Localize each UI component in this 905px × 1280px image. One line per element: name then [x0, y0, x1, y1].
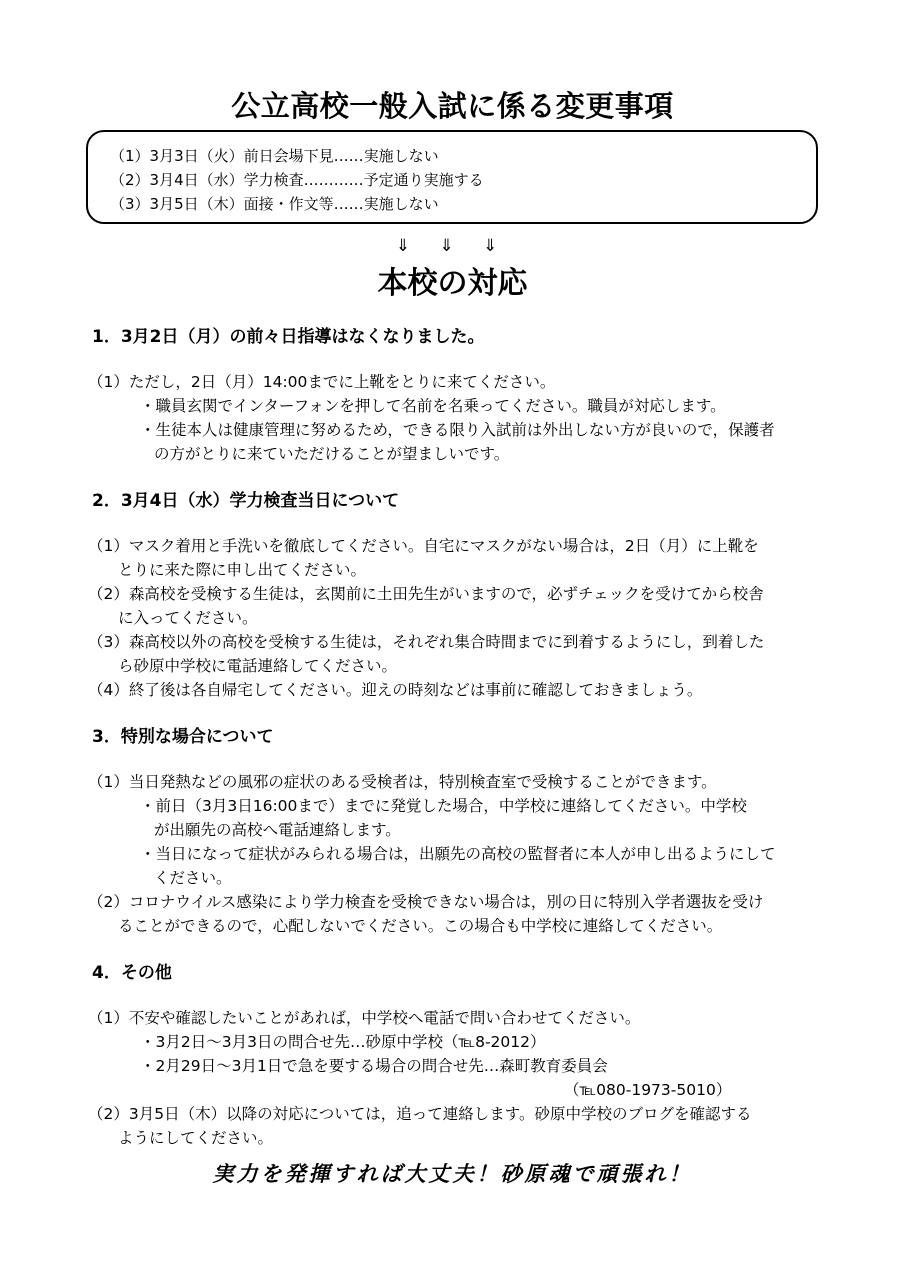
section-1-bullet-2-cont: の方がとりに来ていただけることが望ましいです。 [154, 445, 510, 463]
section-1-bullet-2: ・生徒本人は健康管理に努めるため，できる限り入試前は外出しない方が良いので，保護者 [140, 421, 775, 439]
down-arrows-icon: ⇓ ⇓ ⇓ [395, 236, 510, 256]
section-3-item-2: （2）コロナウイルス感染により学力検査を受検できない場合は，別の日に特別入学者選抜を受け [88, 893, 764, 911]
section-2-item-2-cont: に入ってください。 [118, 609, 258, 627]
section-4-bullet-2: ・2月29日～3月1日で急を要する場合の問合せ先…森町教育委員会 [140, 1057, 608, 1075]
section-2-item-1: （1）マスク着用と手洗いを徹底してください。自宅にマスクがない場合は，2日（月）に上靴を [88, 537, 759, 555]
section-2-item-3: （3）森高校以外の高校を受検する生徒は，それぞれ集合時間までに到着するようにし，到着した [88, 633, 765, 651]
section-3-heading: 3．特別な場合について [92, 727, 274, 747]
section-3-item-2-cont: ることができるので，心配しないでください。この場合も中学校に連絡してください。 [118, 917, 723, 935]
change-item-3: （3）3月5日（木）面接・作文等……実施しない [110, 195, 439, 213]
section-3-bullet-2: ・当日になって症状がみられる場合は，出願先の高校の監督者に本人が申し出るようにして [140, 845, 776, 863]
section-4-heading: 4．その他 [92, 963, 172, 983]
section-2-item-3-cont: ら砂原中学校に電話連絡してください。 [118, 657, 398, 675]
section-3-bullet-1-cont: が出願先の高校へ電話連絡します。 [154, 821, 401, 839]
response-title: 本校の対応 [377, 266, 528, 301]
section-4-bullet-1: ・3月2日～3月3日の問合せ先…砂原中学校（℡8-2012） [140, 1033, 546, 1051]
section-4-item-2-cont: ようにしてください。 [118, 1129, 274, 1147]
section-4-item-1: （1）不安や確認したいことがあれば，中学校へ電話で問い合わせてください。 [88, 1009, 641, 1027]
section-3-item-1: （1）当日発熱などの風邪の症状のある受検者は，特別検査室で受検することができます。 [88, 773, 717, 791]
section-2-item-1-cont: とりに来た際に申し出てください。 [118, 561, 367, 579]
section-2-item-2: （2）森高校を受検する生徒は，玄関前に土田先生がいますので，必ずチェックを受けてから校舎 [88, 585, 764, 603]
education-board-phone: （℡080-1973-5010） [564, 1081, 732, 1099]
section-1-item-1: （1）ただし，2日（月）14:00までに上靴をとりに来てください。 [88, 373, 556, 391]
section-3-bullet-1: ・前日（3月3日16:00まで）までに発覚した場合，中学校に連絡してください。中学校 [140, 797, 747, 815]
section-2-item-4: （4）終了後は各自帰宅してください。迎えの時刻などは事前に確認しておきましょう。 [88, 681, 703, 699]
section-1-heading: 1．3月2日（月）の前々日指導はなくなりました。 [92, 327, 485, 347]
encouragement-footer: 実力を発揮すれば大丈夫！砂原魂で頑張れ！ [212, 1162, 693, 1186]
section-2-heading: 2．3月4日（水）学力検査当日について [92, 491, 400, 511]
change-item-2: （2）3月4日（水）学力検査…………予定通り実施する [110, 171, 484, 189]
section-4-item-2: （2）3月5日（木）以降の対応については，追って連絡します。砂原中学校のブログを確認する [88, 1105, 752, 1123]
change-item-1: （1）3月3日（火）前日会場下見……実施しない [110, 147, 439, 165]
document-title: 公立高校一般入試に係る変更事項 [231, 89, 674, 123]
section-1-bullet-1: ・職員玄関でインターフォンを押して名前を名乗ってください。職員が対応します。 [140, 397, 726, 415]
section-3-bullet-2-cont: ください。 [154, 869, 232, 887]
